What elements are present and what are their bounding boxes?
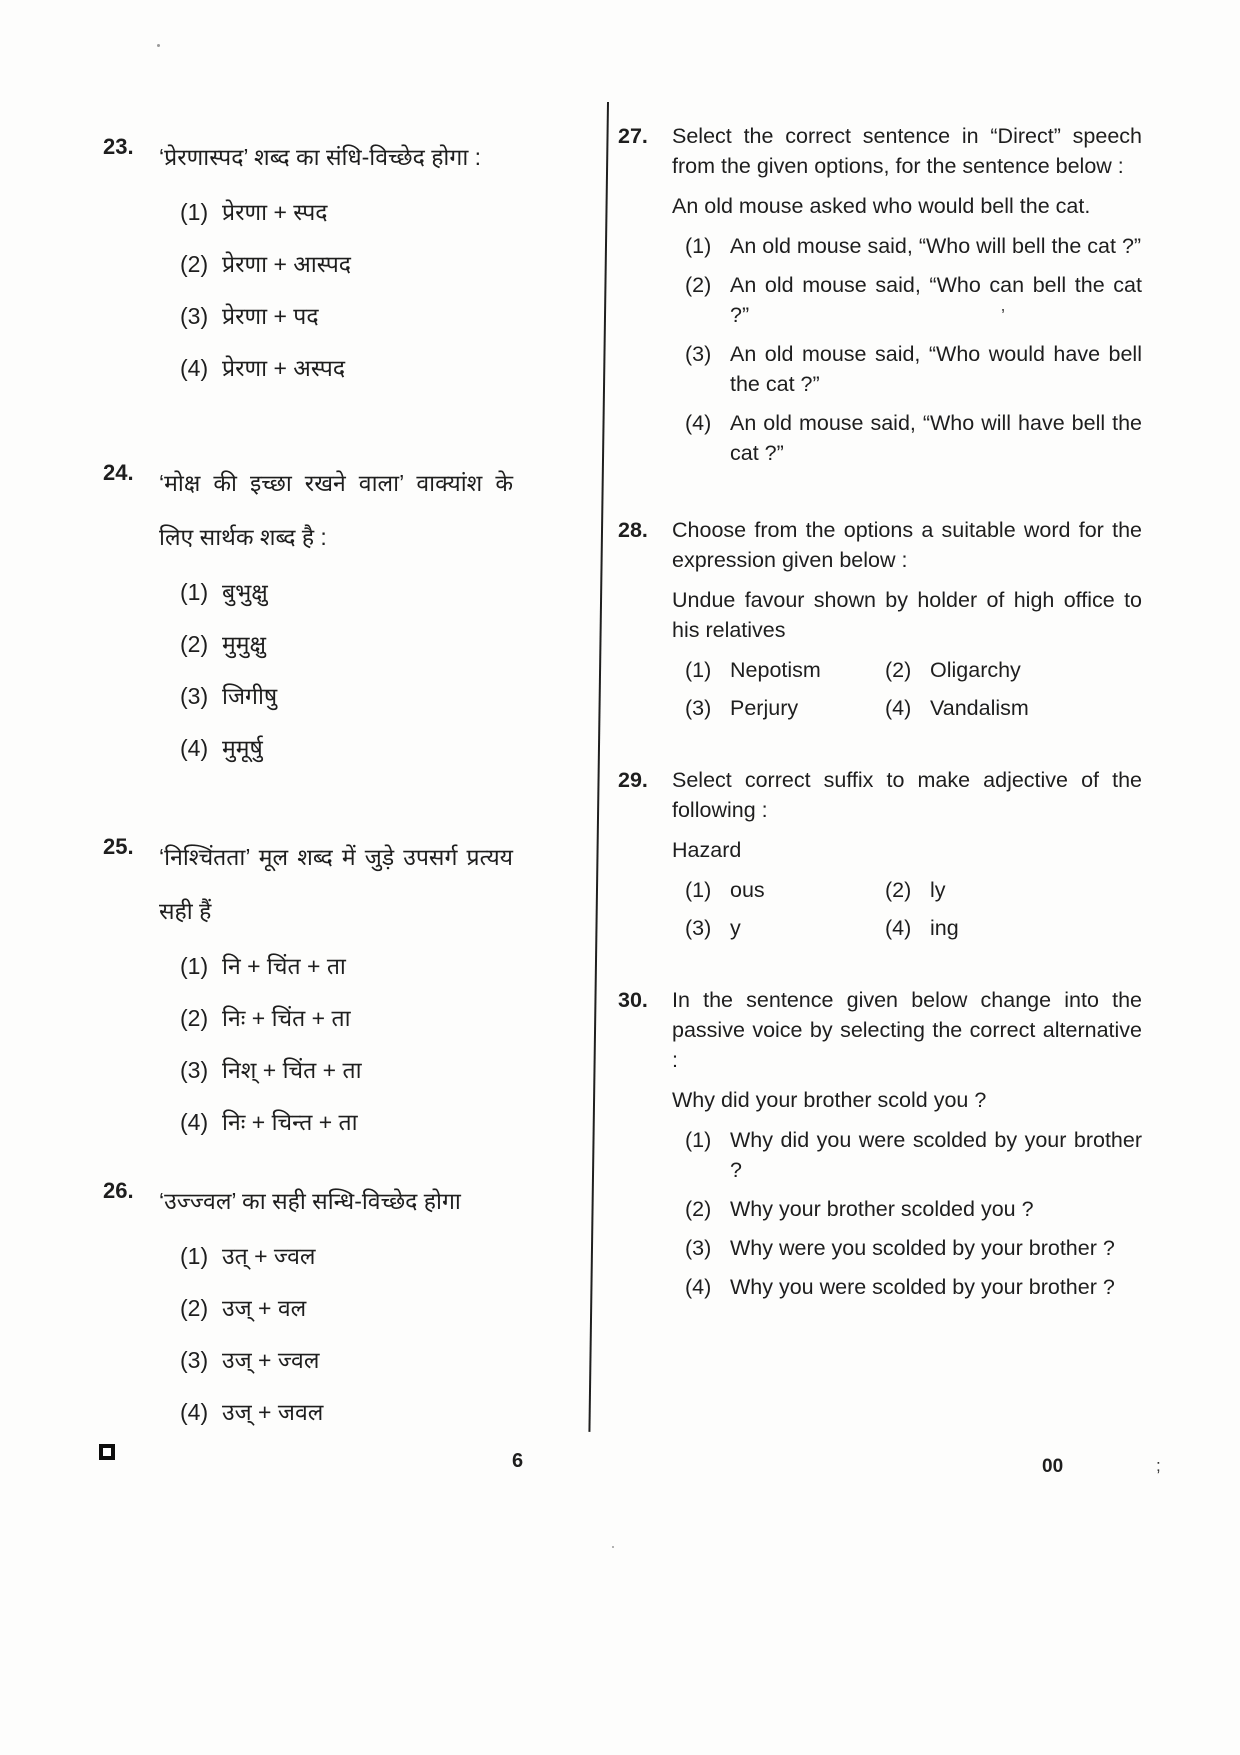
left-column	[103, 130, 513, 1438]
question-prompt-line: ‘उज्ज्वल’ का सही सन्धि-विच्छेद होगा	[159, 1188, 461, 1214]
question-q24	[103, 456, 513, 774]
option-label: (1)	[180, 953, 209, 979]
option-text: जिगीषु	[222, 683, 278, 709]
option-text: प्रेरणा + पद	[222, 303, 319, 329]
option-label: (2)	[685, 1197, 712, 1221]
question-q26	[103, 1174, 513, 1438]
question-prompt-line: Why did your brother scold you ?	[672, 1088, 987, 1112]
question-body	[159, 1174, 513, 1438]
option-text: An old mouse said, “Who will have bell the cat ?”	[730, 411, 1142, 465]
option-text: निः + चिंत + ता	[222, 1005, 351, 1031]
question-number: 30.	[618, 988, 648, 1012]
scan-noise-dot	[157, 44, 160, 47]
option-label: (4)	[180, 735, 209, 761]
option-label: (4)	[180, 1399, 209, 1425]
option-row	[672, 1272, 1142, 1302]
scan-noise-dot	[612, 1546, 614, 1548]
option-row	[672, 339, 1142, 399]
option-text: Why you were scolded by your brother ?	[730, 1275, 1115, 1299]
option-text: ous	[730, 878, 765, 902]
question-body	[159, 456, 513, 774]
options-grid	[672, 655, 1142, 723]
question-number: 28.	[618, 518, 648, 542]
option-row	[159, 1096, 513, 1148]
question-body	[672, 985, 1142, 1311]
option-label: (3)	[180, 683, 209, 709]
question-prompt-line: Hazard	[672, 838, 742, 862]
scan-noise-mark: ’	[1001, 306, 1005, 326]
question-prompt-line: In the sentence given below change into the passive voice by selecting the correct alternative :	[672, 988, 1142, 1072]
option-row	[159, 940, 513, 992]
option-label: (3)	[180, 1057, 209, 1083]
option-text: Why did you were scolded by your brother ?	[730, 1128, 1142, 1182]
option-text: मुमुक्षु	[222, 631, 266, 657]
option-label: (3)	[180, 303, 209, 329]
option-text: Oligarchy	[930, 658, 1021, 682]
option-label: (3)	[685, 1236, 712, 1260]
option-label: (3)	[685, 696, 712, 720]
question-prompt-line: ‘निश्चिंतता’ मूल शब्द में जुड़े उपसर्ग प्रत्यय सही हैं	[159, 844, 513, 924]
option-row	[159, 992, 513, 1044]
question-q27	[618, 121, 1142, 477]
option-text: उत् + ज्वल	[222, 1243, 316, 1269]
question-body	[672, 121, 1142, 477]
option-row	[159, 1282, 513, 1334]
question-number: 26.	[103, 1178, 134, 1203]
question-prompt-line: Select the correct sentence in “Direct” speech from the given options, for the sentence below :	[672, 124, 1142, 178]
option-label: (2)	[180, 251, 209, 277]
options-grid	[672, 875, 1142, 943]
option-label: (4)	[885, 696, 912, 720]
question-number: 25.	[103, 834, 134, 859]
option-label: (4)	[885, 916, 912, 940]
option-text: प्रेरणा + अस्पद	[222, 355, 346, 381]
option-row	[672, 270, 1142, 330]
option-row	[159, 238, 513, 290]
question-q29	[618, 765, 1142, 943]
option-row	[672, 1233, 1142, 1263]
option-text: उज् + ज्वल	[222, 1347, 320, 1373]
question-number: 23.	[103, 134, 134, 159]
option-text: प्रेरणा + स्पद	[222, 199, 328, 225]
column-divider-line	[588, 102, 609, 1432]
question-q30	[618, 985, 1142, 1311]
option-label: (2)	[685, 273, 712, 297]
option-row	[159, 186, 513, 238]
question-body	[672, 765, 1142, 943]
option-text: ly	[930, 878, 946, 902]
question-body	[159, 130, 513, 394]
booklet-code: 00	[1042, 1456, 1064, 1477]
option-row	[159, 670, 513, 722]
option-label: (2)	[180, 1005, 209, 1031]
option-row	[672, 408, 1142, 468]
option-text: बुभुक्षु	[222, 579, 268, 605]
question-prompt-line: Select correct suffix to make adjective of the following :	[672, 768, 1142, 822]
page-number: 6	[512, 1450, 524, 1472]
option-label: (2)	[180, 1295, 209, 1321]
option-label: (2)	[885, 878, 912, 902]
option-label: (1)	[685, 878, 712, 902]
option-label: (4)	[180, 355, 209, 381]
option-label: (4)	[685, 411, 712, 435]
scan-stray-mark: ;	[1156, 1456, 1161, 1475]
option-text: An old mouse said, “Who can bell the cat ?”	[730, 273, 1142, 327]
option-row	[672, 1125, 1142, 1185]
question-prompt-line: ‘मोक्ष की इच्छा रखने वाला’ वाक्यांश के लिए सार्थक शब्द है :	[159, 470, 513, 550]
option-text: उज् + वल	[222, 1295, 307, 1321]
option-text: Perjury	[730, 696, 799, 720]
option-text: Why were you scolded by your brother ?	[730, 1236, 1115, 1260]
option-text: Vandalism	[930, 696, 1029, 720]
option-label: (3)	[685, 916, 712, 940]
option-row	[159, 342, 513, 394]
right-column	[618, 121, 1142, 1311]
option-text: An old mouse said, “Who will bell the cat ?”	[730, 234, 1142, 258]
option-label: (1)	[685, 234, 712, 258]
option-row	[159, 566, 513, 618]
option-row	[159, 722, 513, 774]
option-label: (3)	[180, 1347, 209, 1373]
question-body	[672, 515, 1142, 723]
question-q28	[618, 515, 1142, 723]
option-text: प्रेरणा + आस्पद	[222, 251, 352, 277]
option-row	[159, 1334, 513, 1386]
option-text: निः + चिन्त + ता	[222, 1109, 358, 1135]
question-q23	[103, 130, 513, 394]
option-label: (4)	[180, 1109, 209, 1135]
option-label: (1)	[685, 658, 712, 682]
option-row	[672, 1194, 1142, 1224]
option-row	[159, 290, 513, 342]
option-text: Why your brother scolded you ?	[730, 1197, 1034, 1221]
option-row	[159, 1044, 513, 1096]
registration-square-marker	[99, 1444, 115, 1460]
question-number: 29.	[618, 768, 648, 792]
option-text: y	[730, 916, 741, 940]
option-text: निश् + चिंत + ता	[222, 1057, 362, 1083]
option-label: (2)	[180, 631, 209, 657]
option-row	[159, 1386, 513, 1438]
option-row	[672, 231, 1142, 261]
question-prompt-line: An old mouse asked who would bell the cat.	[672, 194, 1091, 218]
option-text: An old mouse said, “Who would have bell the cat ?”	[730, 342, 1142, 396]
option-text: उज् + जवल	[222, 1399, 324, 1425]
question-q25	[103, 830, 513, 1148]
option-label: (1)	[180, 1243, 209, 1269]
option-label: (1)	[180, 579, 209, 605]
question-prompt-line: Undue favour shown by holder of high office to his relatives	[672, 588, 1142, 642]
option-text: मुमूर्षु	[222, 735, 263, 761]
option-label: (2)	[885, 658, 912, 682]
question-body	[159, 830, 513, 1148]
question-number: 24.	[103, 460, 134, 485]
question-number: 27.	[618, 124, 648, 148]
option-text: ing	[930, 916, 959, 940]
option-label: (3)	[685, 342, 712, 366]
question-prompt-line: ‘प्रेरणास्पद’ शब्द का संधि-विच्छेद होगा :	[159, 144, 482, 170]
option-label: (4)	[685, 1275, 712, 1299]
option-label: (1)	[180, 199, 209, 225]
option-label: (1)	[685, 1128, 712, 1152]
option-text: Nepotism	[730, 658, 821, 682]
question-prompt-line: Choose from the options a suitable word for the expression given below :	[672, 518, 1142, 572]
option-row	[159, 618, 513, 670]
option-row	[159, 1230, 513, 1282]
option-text: नि + चिंत + ता	[222, 953, 346, 979]
